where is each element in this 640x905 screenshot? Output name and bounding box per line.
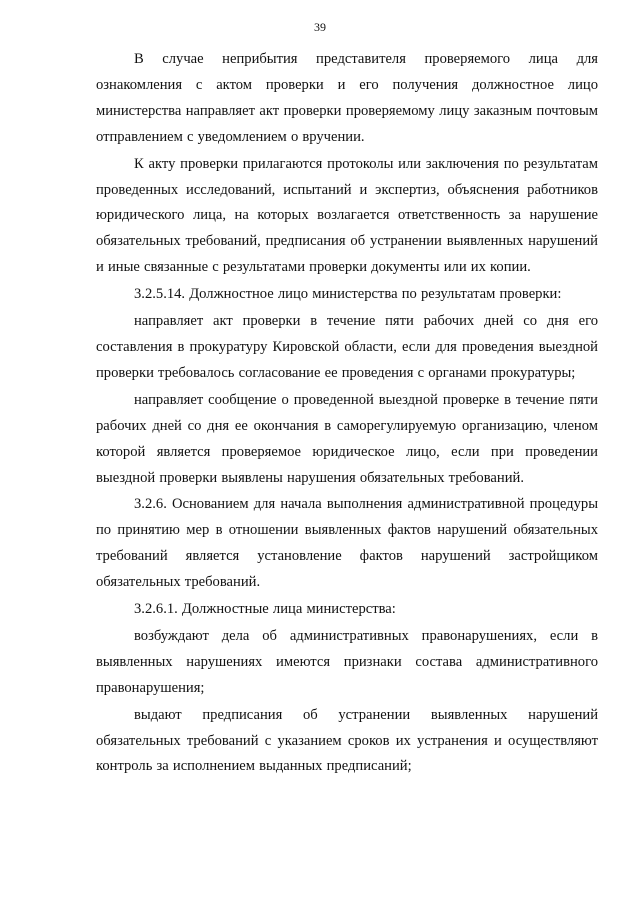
paragraph-3-2-6: 3.2.6. Основанием для начала выполнения административной процедуры по принятию мер в отношении выявленных фактов нарушений обязательных требований является установление фактов нарушений застройщиком обязательных требований. xyxy=(96,496,598,591)
page-number: 39 xyxy=(314,20,326,34)
paragraph-prosecutor-notice: направляет акт проверки в течение пяти рабочих дней со дня его составления в прокуратуру Кировской области, если для проведения выездной проверки требовалось согласование ее проведения с органами прокуратуры; xyxy=(96,313,598,381)
paragraph-act-attachments: К акту проверки прилагаются протоколы или заключения по результатам проведенных исследований, испытаний и экспертиз, объяснения работников юридического лица, на которых возлагается ответственность за нарушение обязательных требований, предписания об устранении выявленных нарушений и иные связанные с результатами проверки документы или их копии. xyxy=(96,155,598,276)
paragraph-3-2-6-1: 3.2.6.1. Должностные лица министерства: xyxy=(134,601,396,618)
paragraph-administrative-cases: возбуждают дела об административных правонарушениях, если в выявленных нарушениях имеются признаки состава административного правонарушения; xyxy=(96,627,598,696)
paragraph-sro-notice: направляет сообщение о проведенной выездной проверке в течение пяти рабочих дней со дня ее окончания в саморегулируемую организацию, членом которой является проверяемое юридическое лицо, если при проведении выездной проверки выявлены нарушения обязательных требований. xyxy=(96,391,598,486)
document-body xyxy=(96,47,598,781)
paragraph-non-arrival: В случае неприбытия представителя проверяемого лица для ознакомления с актом проверки и его получения должностное лицо министерства направляет акт проверки проверяемому лицу заказным почтовым отправлением с уведомлением о вручении. xyxy=(96,51,598,145)
paragraph-3-2-5-14: 3.2.5.14. Должностное лицо министерства по результатам проверки: xyxy=(134,286,562,303)
paragraph-orders: выдают предписания об устранении выявленных нарушений обязательных требований с указанием сроков их устранения и осуществляют контроль за исполнением выданных предписаний; xyxy=(96,706,598,775)
